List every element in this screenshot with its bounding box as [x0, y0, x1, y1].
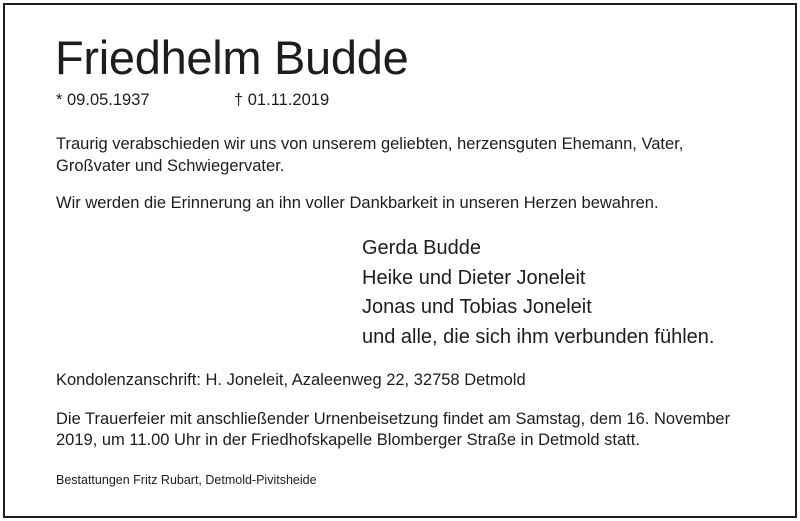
birth-date: * 09.05.1937 — [56, 91, 150, 109]
undertaker-credit: Bestattungen Fritz Rubart, Detmold-Pivitsheide — [56, 473, 317, 487]
mourner-entry: Heike und Dieter Joneleit — [362, 266, 586, 289]
mourners-list — [362, 234, 714, 352]
farewell-line: Großvater und Schwiegervater. — [56, 157, 285, 175]
mourner-entry: und alle, die sich ihm verbunden fühlen. — [362, 325, 715, 348]
deceased-name: Friedhelm Budde — [55, 31, 409, 84]
mourner-entry: Gerda Budde — [362, 237, 481, 259]
condolence-address: Kondolenzanschrift: H. Joneleit, Azaleenweg 22, 32758 Detmold — [56, 371, 526, 389]
ceremony-line: Die Trauerfeier mit anschließender Urnenbeisetzung findet am Samstag, dem 16. November — [56, 410, 731, 428]
mourner-entry: Jonas und Tobias Joneleit — [362, 296, 592, 318]
death-date: † 01.11.2019 — [234, 91, 330, 109]
farewell-line: Traurig verabschieden wir uns von unserem geliebten, herzensguten Ehemann, Vater, — [56, 135, 684, 153]
ceremony-line: 2019, um 11.00 Uhr in der Friedhofskapelle Blomberger Straße in Detmold statt. — [56, 431, 640, 449]
memory-paragraph: Wir werden die Erinnerung an ihn voller Dankbarkeit in unseren Herzen bewahren. — [56, 194, 659, 212]
farewell-paragraph — [56, 133, 683, 177]
ceremony-paragraph — [56, 409, 730, 451]
